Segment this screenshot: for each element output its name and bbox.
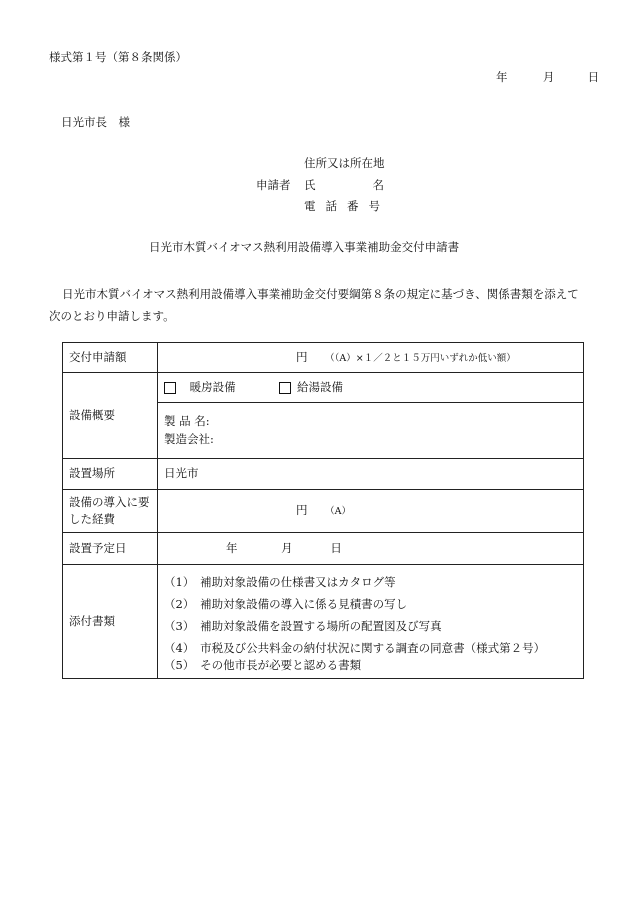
heating-option: 暖房設備 (189, 379, 236, 394)
name-label-last: 名 (372, 178, 384, 192)
schedule-year: 年 (226, 540, 238, 555)
attachment-item: （3） 補助対象設備を設置する場所の配置図及び写真 (164, 618, 442, 633)
date-month: 月 (542, 70, 555, 84)
row-equipment-type (63, 373, 584, 403)
row-cost (63, 490, 584, 533)
body-text: 日光市木質バイオマス熱利用設備導入事業補助金交付要綱第８条の規定に基づき、関係書類を添えて次のとおり申請します。 (49, 287, 579, 323)
date-day: 日 (587, 70, 600, 84)
date-year: 年 (496, 70, 508, 84)
phone-label: 電話番号 (304, 199, 390, 213)
hot-water-checkbox[interactable] (279, 382, 291, 394)
location-label: 設置場所 (63, 459, 158, 490)
row-location (63, 459, 584, 490)
hot-water-option: 給湯設備 (296, 379, 343, 394)
applicant-label: 申請者 (256, 178, 291, 192)
row-attachments (63, 565, 584, 679)
request-amount-note: （（A）×１／２と１５万円いずれか低い額） (325, 352, 516, 364)
form-number: 様式第１号（第８条関係） (49, 50, 187, 64)
attachment-item: （2） 補助対象設備の導入に係る見積書の写し (164, 596, 408, 611)
schedule-cell[interactable] (158, 533, 584, 565)
row-request-amount (63, 343, 584, 373)
attachment-item: （5） その他市長が必要と認める書類 (164, 657, 362, 672)
equipment-label: 設備概要 (63, 373, 158, 459)
attachments-list (158, 565, 584, 679)
cost-cell[interactable] (158, 490, 584, 533)
schedule-day: 日 (330, 540, 342, 555)
attachment-item: （4） 市税及び公共料金の納付状況に関する調査の同意書（様式第２号） (164, 640, 546, 655)
cost-unit: 円 (296, 503, 308, 518)
cost-note: （A） (325, 506, 352, 518)
name-label (304, 180, 384, 192)
attachments-label: 添付書類 (63, 565, 158, 679)
schedule-label: 設置予定日 (63, 533, 158, 565)
location-value[interactable]: 日光市 (158, 459, 584, 490)
address-label: 住所又は所在地 (304, 156, 385, 170)
equipment-detail-cell[interactable] (158, 403, 584, 459)
addressee: 日光市長 様 (61, 115, 130, 129)
name-label-first: 氏 (304, 178, 316, 192)
equipment-options-cell (158, 373, 584, 403)
request-amount-label: 交付申請額 (63, 343, 158, 373)
request-amount-cell[interactable] (158, 343, 584, 373)
attachment-item: （1） 補助対象設備の仕様書又はカタログ等 (164, 574, 396, 589)
row-schedule (63, 533, 584, 565)
document-title: 日光市木質バイオマス熱利用設備導入事業補助金交付申請書 (149, 240, 460, 254)
application-table (62, 342, 584, 679)
product-name-label: 製 品 名: (164, 414, 210, 429)
request-amount-unit: 円 (296, 349, 308, 364)
heating-checkbox[interactable] (164, 382, 176, 394)
manufacturer-label: 製造会社: (164, 431, 214, 446)
cost-label: 設備の導入に要した経費 (63, 490, 158, 533)
date-line (496, 72, 599, 84)
schedule-month: 月 (281, 540, 293, 555)
